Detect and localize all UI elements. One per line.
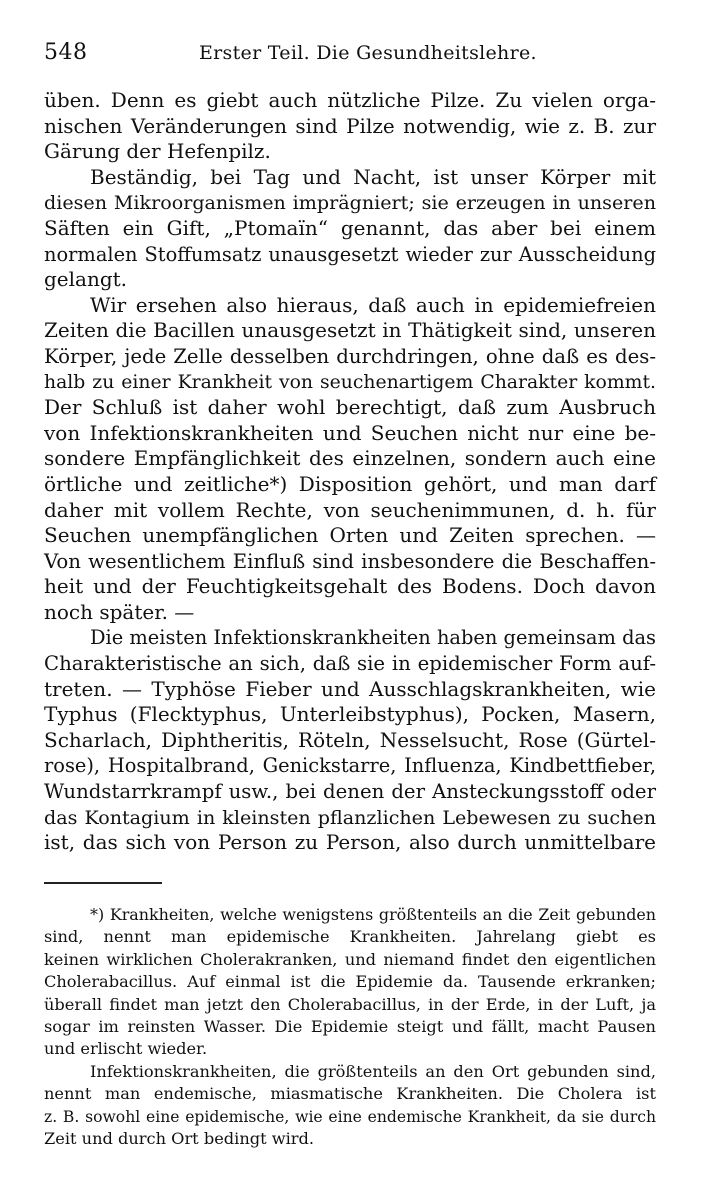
footnotes	[44, 904, 656, 1150]
text-line: Zeiten die Bacillen unausgesetzt in Thätigkeit sind, unseren	[44, 318, 656, 343]
text-line: noch später. —	[44, 599, 195, 624]
footnote-line: nennt man endemische, miasmatische Krankheiten. Die Cholera ist	[44, 1084, 656, 1104]
text-line: Säften ein Gift, „Ptomaïn“ genannt, das aber bei einem	[44, 215, 656, 240]
text-line: diesen Mikroorganismen imprägniert; sie erzeugen in unseren	[44, 191, 656, 215]
text-line: Beständig, bei Tag und Nacht, ist unser Körper mit	[90, 164, 656, 189]
text-line: Typhus (Flecktyphus, Unterleibstyphus), Pocken, Masern,	[44, 702, 656, 727]
text-line: Die meisten Infektionskrankheiten haben gemeinsam das	[90, 626, 656, 650]
text-line: Scharlach, Diphtheritis, Röteln, Nesselsucht, Rose (Gürtel-	[44, 727, 656, 752]
text-line: rose), Hospitalbrand, Genickstarre, Influenza, Kindbettfieber,	[44, 754, 656, 778]
footnote-line: Cholerabacillus. Auf einmal ist die Epidemie da. Tausende erkranken;	[44, 972, 656, 992]
text-line: Wir ersehen also hieraus, daß auch in epidemiefreien	[90, 292, 656, 317]
main-text	[44, 88, 656, 856]
text-line: ist, das sich von Person zu Person, also durch unmittelbare	[44, 830, 656, 855]
text-line: halb zu einer Krankheit von seuchenartigem Charakter kommt.	[44, 371, 656, 393]
text-line: von Infektionskrankheiten und Seuchen nicht nur eine be-	[44, 420, 656, 445]
text-line: Gärung der Hefenpilz.	[44, 139, 271, 164]
text-line: heit und der Feuchtigkeitsgehalt des Bodens. Doch davon	[44, 574, 656, 599]
text-line: gelangt.	[44, 267, 128, 292]
footnote-line: z. B. sowohl eine epidemische, wie eine endemische Krankheit, da sie durch	[44, 1107, 656, 1126]
text-line: Körper, jede Zelle desselben durchdringen, ohne daß es des-	[44, 344, 656, 368]
text-line: nischen Veränderungen sind Pilze notwendig, wie z. B. zur	[44, 113, 656, 138]
footnote-line: sogar im reinsten Wasser. Die Epidemie steigt und fällt, macht Pausen	[44, 1016, 656, 1036]
text-line: üben. Denn es giebt auch nützliche Pilze. Zu vielen orga-	[44, 88, 656, 112]
running-head: Erster Teil. Die Gesundheitslehre.	[199, 42, 537, 64]
footnote-line: Zeit und durch Ort bedingt wird.	[44, 1128, 315, 1148]
text-line: daher mit vollem Rechte, von seuchenimmunen, d. h. für	[44, 497, 656, 522]
text-line: Von wesentlichem Einfluß sind insbesondere die Beschaffen-	[44, 549, 656, 573]
text-line: sondere Empfänglichkeit des einzelnen, sondern auch eine	[44, 446, 656, 471]
book-page	[44, 0, 656, 1200]
footnote-line: überall findet man jetzt den Cholerabacillus, in der Erde, in der Luft, ja	[44, 994, 656, 1014]
footnote-line: und erlischt wieder.	[44, 1039, 208, 1059]
footnote-divider	[44, 882, 162, 884]
text-line: Der Schluß ist daher wohl berechtigt, daß zum Ausbruch	[44, 395, 656, 420]
text-line: treten. — Typhöse Fieber und Ausschlagskrankheiten, wie	[44, 676, 656, 701]
footnote-line: Infektionskrankheiten, die größtenteils an den Ort gebunden sind,	[90, 1061, 656, 1081]
text-line: normalen Stoffumsatz unausgesetzt wieder zur Ausscheidung	[44, 242, 656, 266]
text-line: Seuchen unempfänglichen Orten und Zeiten sprechen. —	[44, 523, 656, 548]
footnote-line: *) Krankheiten, welche wenigstens größtenteils an die Zeit gebunden	[90, 905, 656, 924]
page-header	[44, 40, 656, 68]
footnote-line: keinen wirklichen Cholerakranken, und niemand findet den eigentlichen	[44, 949, 656, 969]
footnote-line: sind, nennt man epidemische Krankheiten. Jahrelang giebt es	[44, 927, 656, 947]
text-line: örtliche und zeitliche*) Disposition gehört, und man darf	[44, 471, 656, 496]
text-line: das Kontagium in kleinsten pflanzlichen Lebewesen zu suchen	[44, 805, 656, 829]
text-line: Charakteristische an sich, daß sie in epidemischer Form auf-	[44, 652, 656, 676]
page-number: 548	[44, 40, 88, 65]
text-line: Wundstarrkrampf usw., bei denen der Ansteckungsstoff oder	[44, 780, 656, 804]
